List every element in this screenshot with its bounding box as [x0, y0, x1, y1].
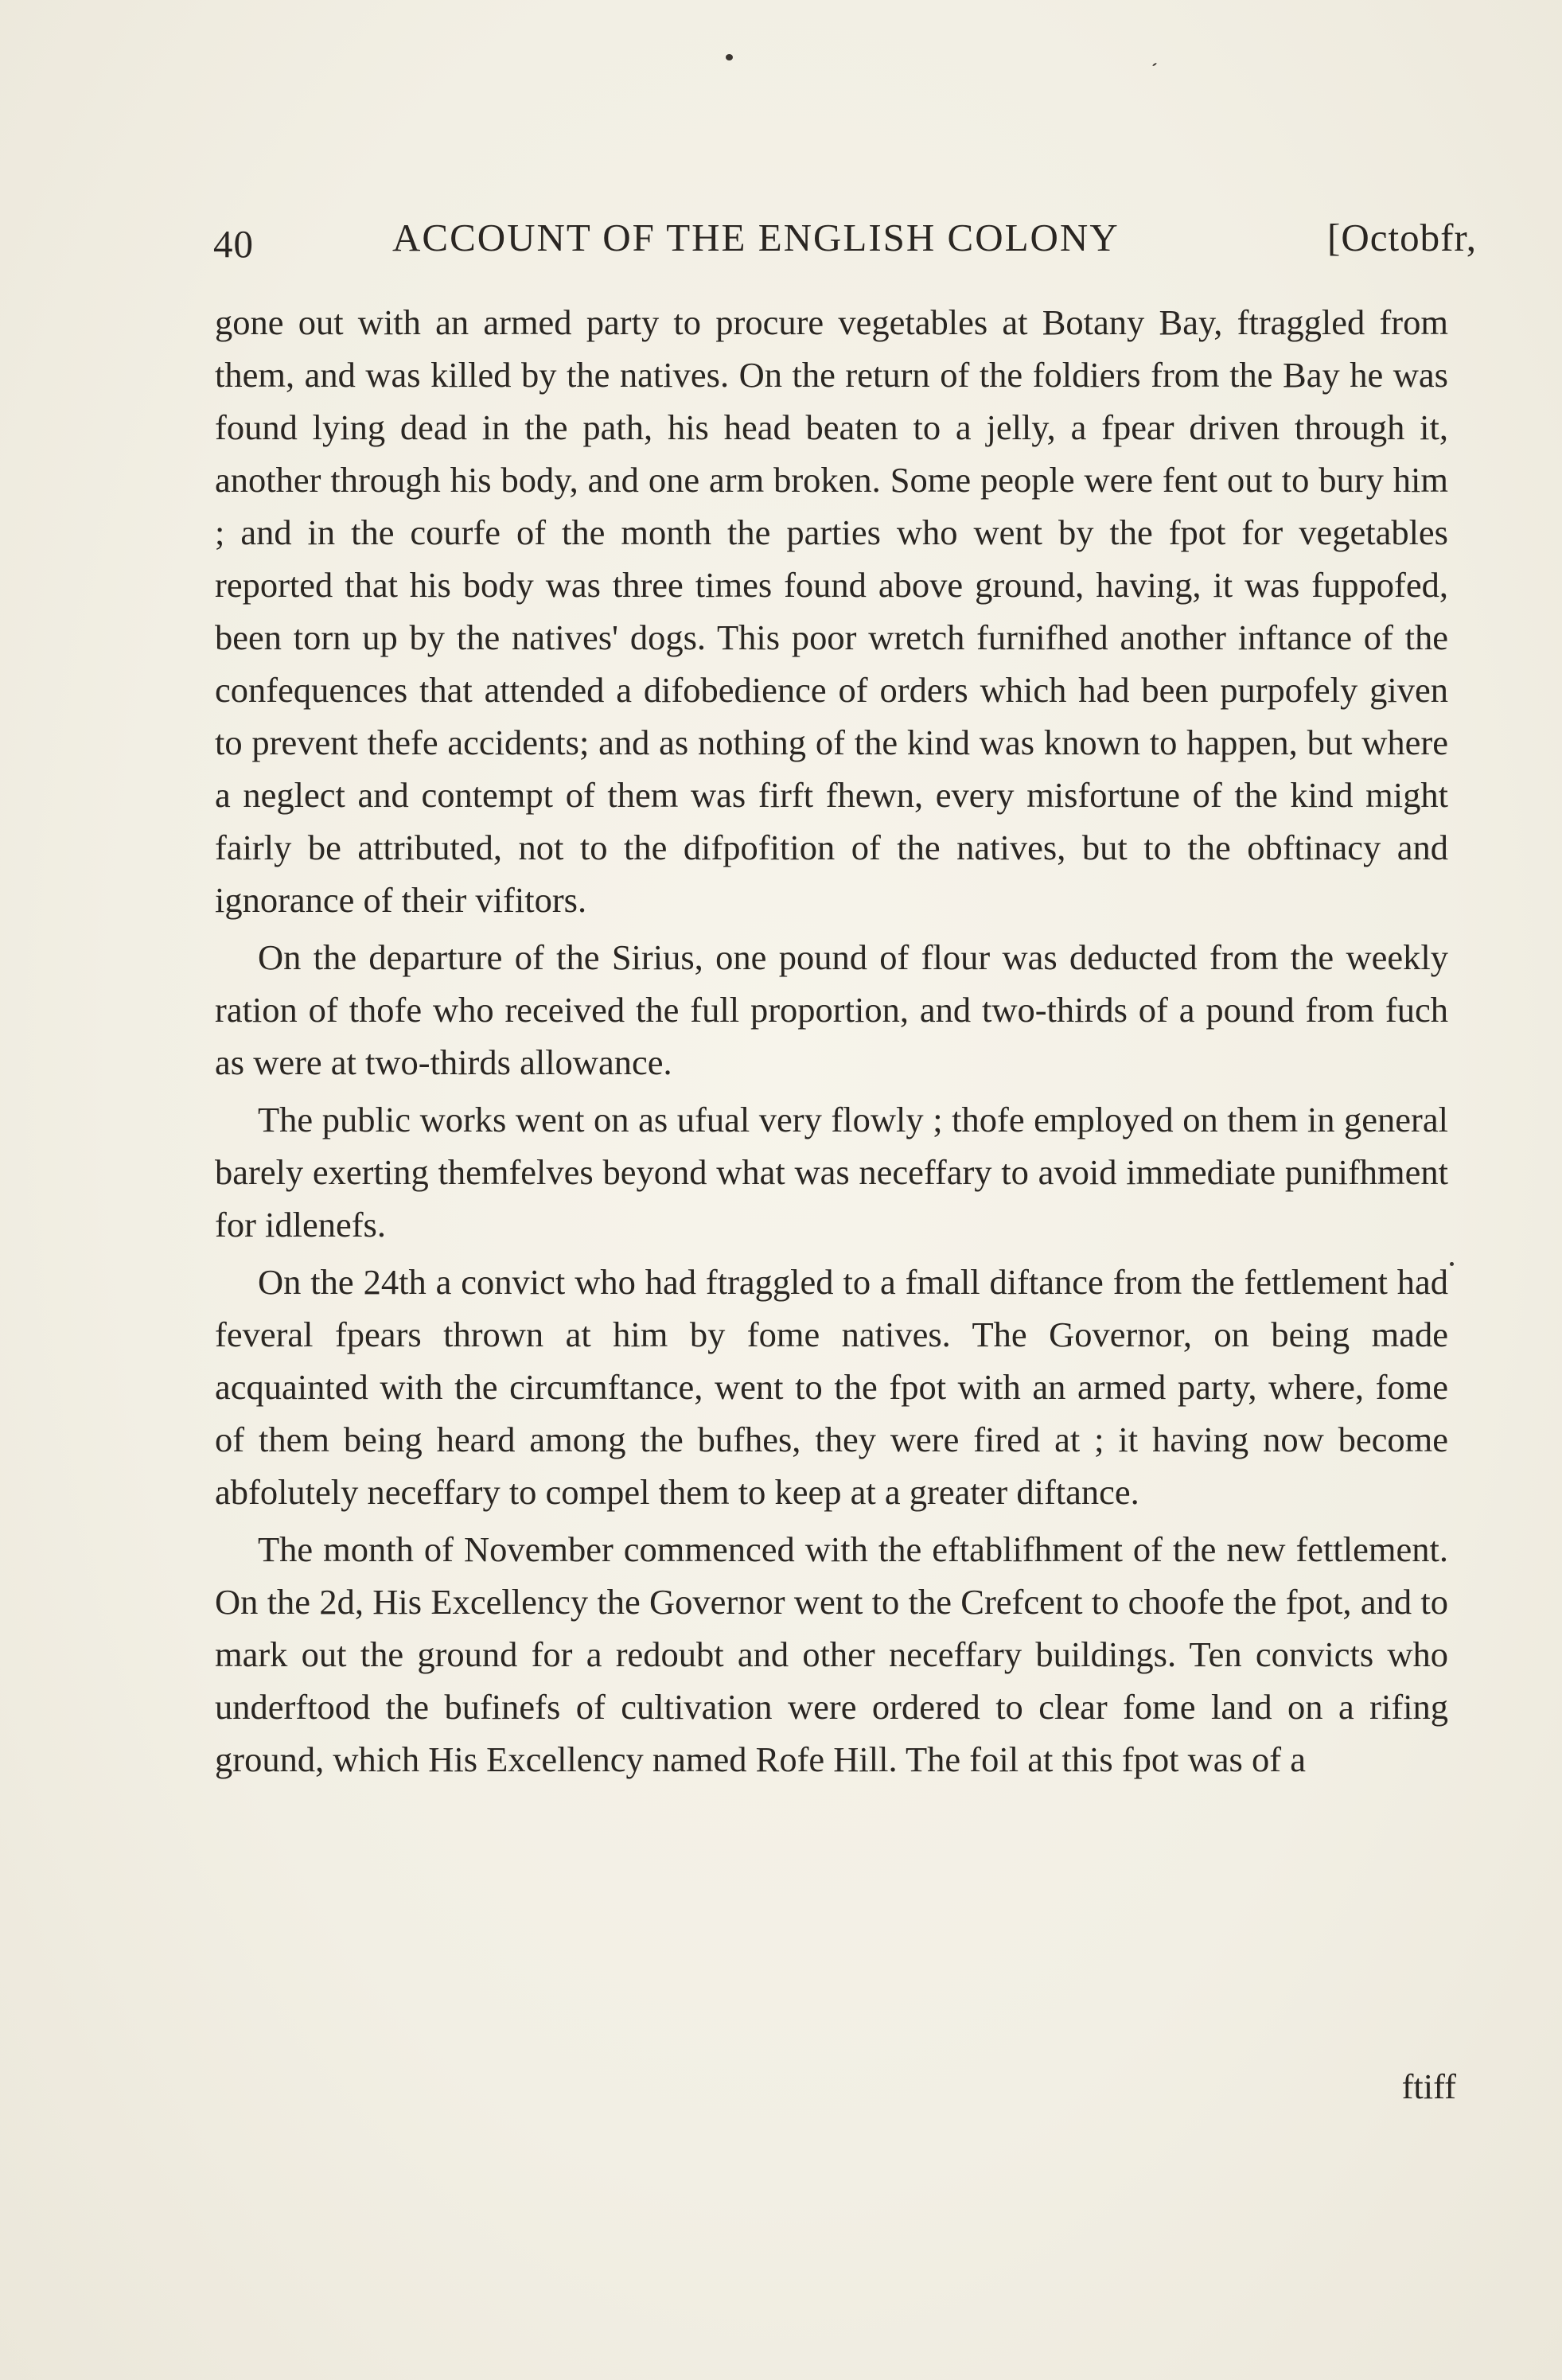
running-head — [213, 215, 1477, 271]
ink-speck — [1450, 1262, 1454, 1266]
paragraph-convict-speared: On the 24th a convict who had ftraggled to a fmall diftance from the fettlement had feveral fpears thrown at him by fome natives. The Governor, on being made acquainted with the circumftance, went to the fpot with an armed party, where, fome of them being heard among the bufhes, they were fired at ; it having now become abfolutely neceffary to compel them to keep at a greater diftance. — [215, 1262, 1448, 1512]
running-title: ACCOUNT OF THE ENGLISH COLONY — [392, 216, 1120, 259]
ink-speck — [1152, 62, 1157, 66]
running-month: [Octobfr, — [1327, 216, 1477, 259]
ink-speck — [726, 54, 733, 60]
paragraph-sirius-ration: On the departure of the Sirius, one pound of flour was deducted from the weekly ration of thofe who received the full proportion, and two-thirds of a pound from fuch as were at two-thirds allowance. — [215, 937, 1448, 1082]
catchword: ftiff — [1401, 2066, 1456, 2106]
page-number: 40 — [213, 222, 254, 266]
paragraph-public-works: The public works went on as ufual very flowly ; thofe employed on them in general barely exerting themfelves beyond what was neceffary to avoid immediate punifhment for idlenefs. — [215, 1100, 1448, 1245]
paragraph-new-settlement: The month of November commenced with the eftablifhment of the new fettlement. On the 2d, His Excellency the Governor went to the Crefcent to choofe the fpot, and to mark out the ground for a redoubt and other neceffary buildings. Ten convicts who underftood the bufinefs of cultivation were ordered to clear fome land on a rifing ground, which His Excellency named Rofe Hill. The foil at this fpot was of a — [215, 1529, 1448, 1779]
body-text — [215, 296, 1448, 1786]
paragraph-continuation: gone out with an armed party to procure vegetables at Botany Bay, ftraggled from them, and was killed by the natives. On the return of the foldiers from the Bay he was found lying dead in the path, his head beaten to a jelly, a fpear driven through it, another through his body, and one arm broken. Some people were fent out to bury him ; and in the courfe of the month the parties who went by the fpot for vegetables reported that his body was three times found above ground, having, it was fuppofed, been torn up by the natives' dogs. This poor wretch furnifhed another inftance of the confequences that attended a difobedience of orders which had been purpofely given to prevent thefe accidents; and as nothing of the kind was known to happen, but where a neglect and contempt of them was firft fhewn, every misfortune of the kind might fairly be attributed, not to the difpofition of the natives, but to the obftinacy and ignorance of their vifitors. — [215, 302, 1448, 920]
